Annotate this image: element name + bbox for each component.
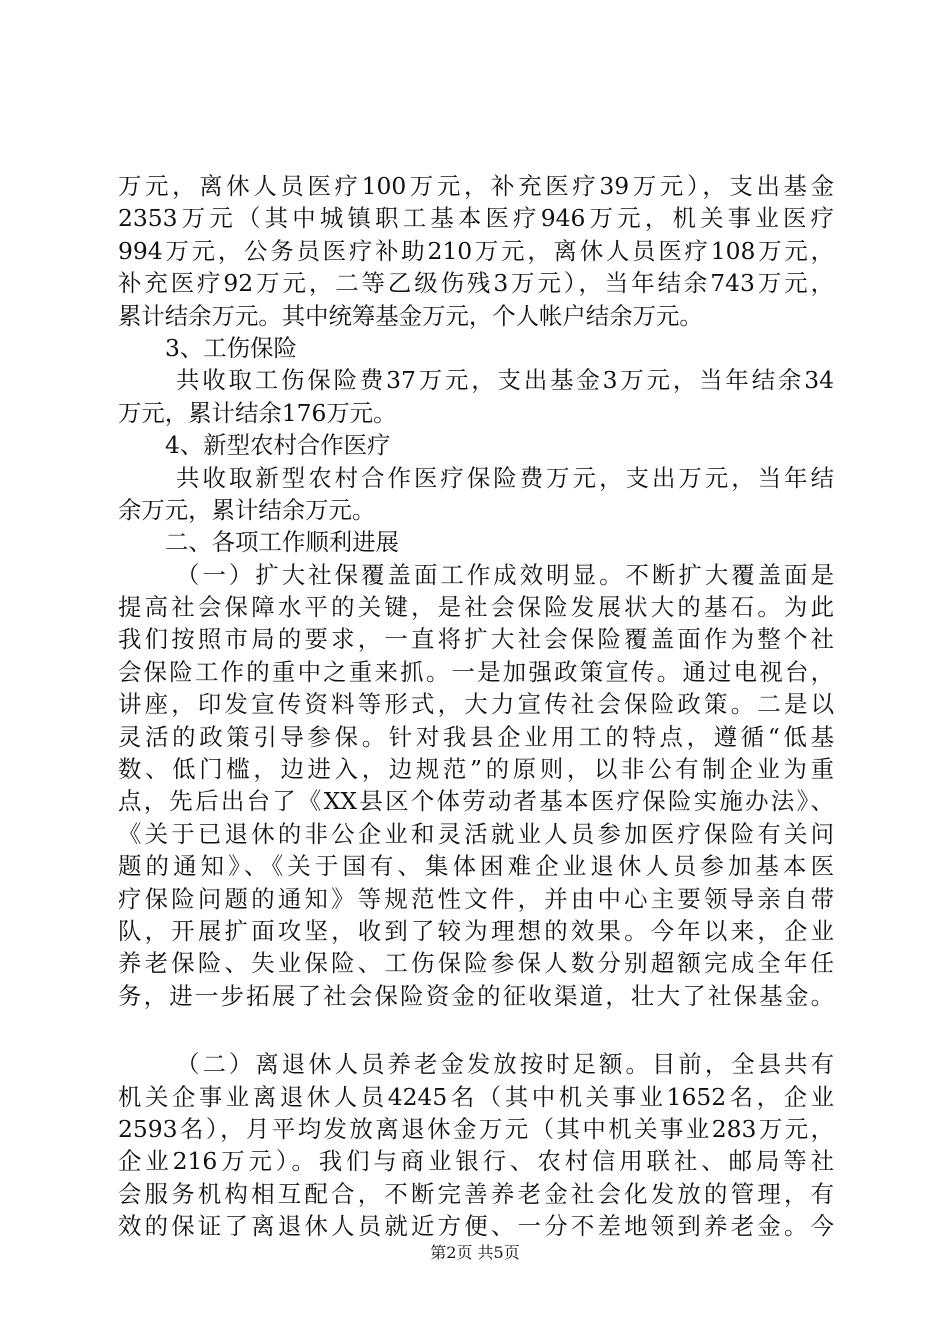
- text-line: 补充医疗92万元，二等乙级伤残3万元），当年结余743万元，: [118, 269, 834, 298]
- section-heading: 4、新型农村合作医疗: [165, 431, 391, 460]
- text-line: 共收取工伤保险费37万元，支出基金3万元，当年结余34: [176, 366, 834, 395]
- text-line: 队，开展扩面攻坚，收到了较为理想的效果。今年以来，企业: [118, 916, 834, 945]
- text-line: 2353万元（其中城镇职工基本医疗946万元，机关事业医疗: [118, 204, 834, 233]
- page-footer: [0, 1243, 950, 1263]
- text-line: 企业216万元）。我们与商业银行、农村信用联社、邮局等社: [118, 1147, 834, 1176]
- text-line: 提高社会保障水平的关键，是社会保险发展状大的基石。为此: [118, 593, 834, 622]
- text-line: 万元，累计结余176万元。: [118, 398, 397, 427]
- text-line: 灵活的政策引导参保。针对我县企业用工的特点，遵循“低基: [118, 722, 834, 751]
- text-line: 数、低门槛，边进入，边规范”的原则，以非公有制企业为重: [118, 755, 834, 784]
- text-line: 会服务机构相互配合，不断完善养老金社会化发放的管理，有: [118, 1179, 834, 1208]
- paragraph-gap: [118, 1012, 834, 1048]
- text-line: 会保险工作的重中之重来抓。一是加强政策宣传。通过电视台，: [118, 657, 834, 686]
- page-number: 第2页 共5页: [430, 1243, 520, 1262]
- text-line: 效的保证了离退休人员就近方便、一分不差地领到养老金。今: [118, 1212, 834, 1241]
- text-line: 余万元，累计结余万元。: [118, 495, 376, 524]
- text-line: 疗保险问题的通知》等规范性文件，并由中心主要领导亲自带: [118, 884, 834, 913]
- section-heading: 3、工伤保险: [165, 333, 297, 362]
- text-line: 我们按照市局的要求，一直将扩大社会保险覆盖面作为整个社: [118, 625, 834, 654]
- text-line: 养老保险、失业保险、工伤保险参保人数分别超额完成全年任: [118, 949, 834, 978]
- text-line: 《关于已退休的非公企业和灵活就业人员参加医疗保险有关问: [118, 819, 834, 848]
- text-line: 万元，离休人员医疗100万元，补充医疗39万元），支出基金: [118, 172, 834, 200]
- section-heading: 二、各项工作顺利进展: [165, 528, 399, 557]
- text-line: 题的通知》、《关于国有、集体困难企业退休人员参加基本医: [118, 852, 834, 881]
- text-line: 点，先后出台了《XX县区个体劳动者基本医疗保险实施办法》、: [118, 787, 834, 816]
- text-line: 机关企事业离退休人员4245名（其中机关事业1652名，企业: [118, 1082, 834, 1111]
- text-line: 2593名），月平均发放离退休金万元（其中机关事业283万元，: [118, 1114, 834, 1143]
- text-line: 累计结余万元。其中统筹基金万元，个人帐户结余万元。: [118, 301, 703, 330]
- text-line: （一）扩大社保覆盖面工作成效明显。不断扩大覆盖面是: [176, 560, 834, 589]
- text-line: 讲座，印发宣传资料等形式，大力宣传社会保险政策。二是以: [118, 690, 834, 719]
- text-line: 务，进一步拓展了社会保险资金的征收渠道，壮大了社保基金。: [118, 981, 834, 1010]
- text-line: （二）离退休人员养老金发放按时足额。目前，全县共有: [176, 1050, 834, 1079]
- document-body: [118, 170, 834, 1243]
- text-line: 共收取新型农村合作医疗保险费万元，支出万元，当年结: [176, 463, 834, 492]
- text-line: 994万元，公务员医疗补助210万元，离休人员医疗108万元，: [118, 236, 834, 265]
